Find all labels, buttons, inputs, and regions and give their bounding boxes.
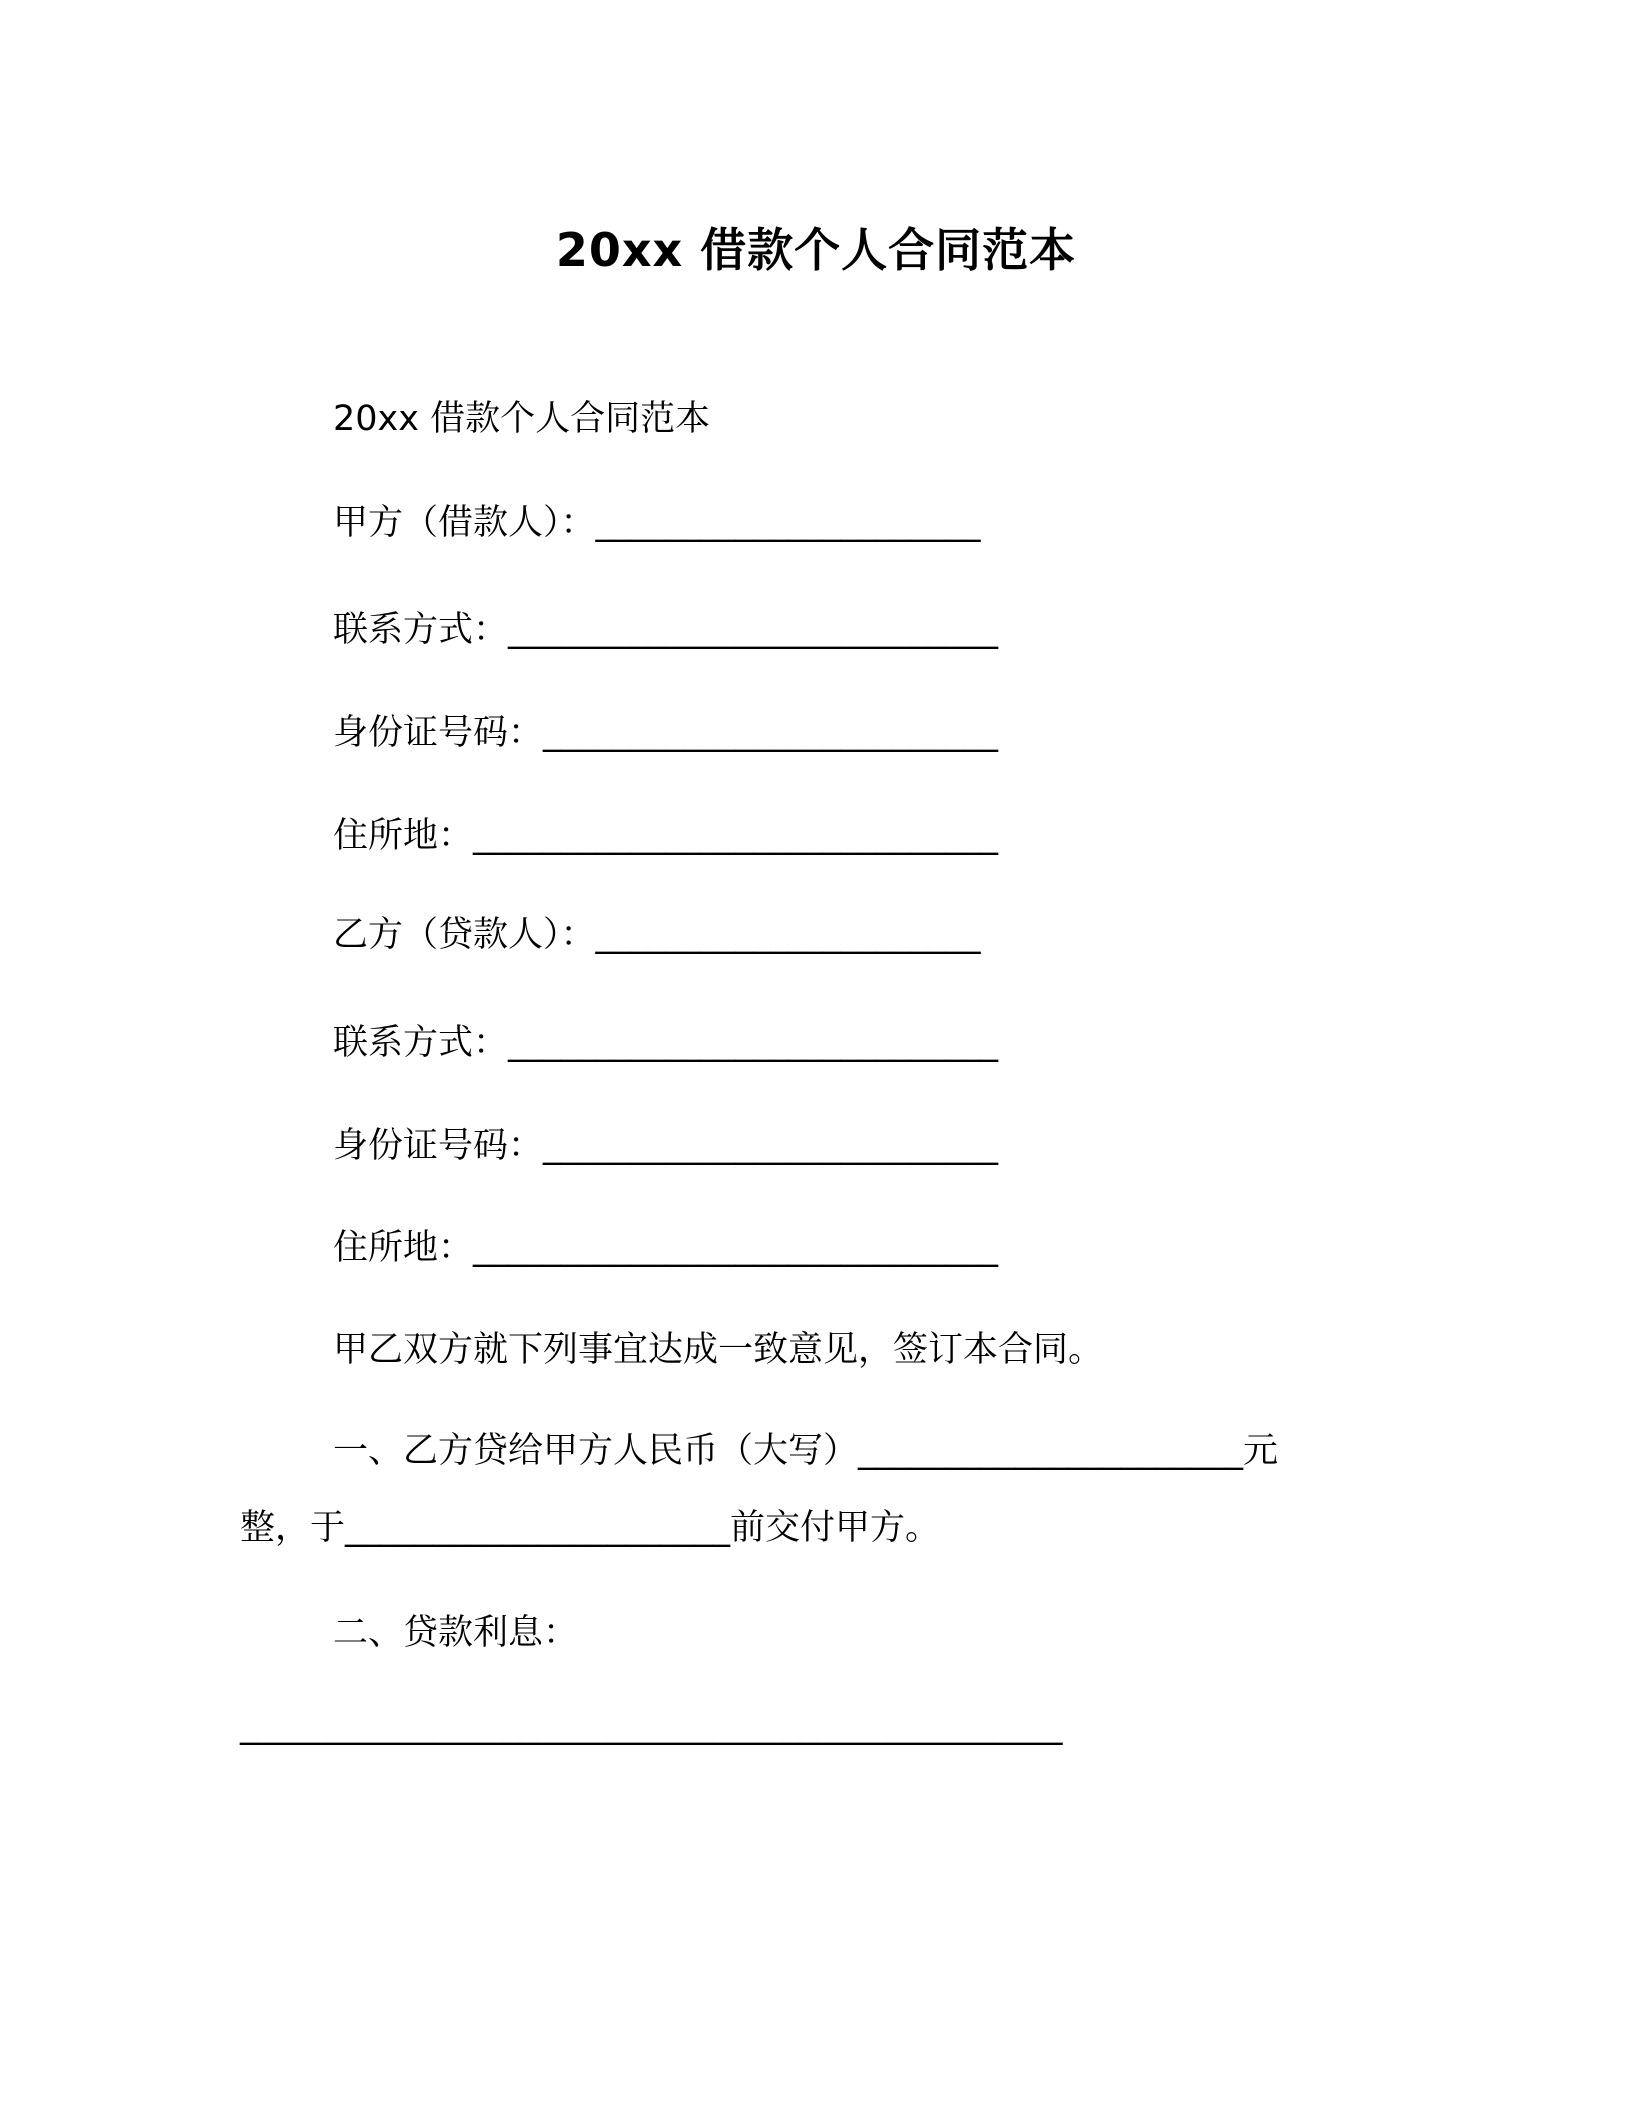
party-b-contact-label: 联系方式： — [333, 1023, 509, 1063]
party-a-address-line — [333, 813, 998, 859]
party-a-address-label: 住所地： — [333, 816, 474, 856]
party-b-blank[interactable]: ______________________ — [595, 915, 981, 955]
clause-1-date-blank[interactable]: ______________________ — [345, 1508, 731, 1548]
party-b-id-label: 身份证号码： — [333, 1126, 544, 1166]
party-b-line — [333, 912, 981, 958]
clause-1-text-d: 前交付甲方。 — [730, 1508, 941, 1548]
party-a-contact-label: 联系方式： — [333, 610, 509, 650]
document-subtitle: 20xx 借款个人合同范本 — [333, 399, 711, 439]
document-title: 20xx 借款个人合同范本 — [555, 223, 1077, 277]
party-a-id-blank[interactable]: __________________________ — [543, 713, 999, 753]
clause-2-label: 二、贷款利息： — [333, 1613, 579, 1653]
party-b-id-line — [333, 1123, 998, 1169]
party-a-id-label: 身份证号码： — [333, 713, 544, 753]
party-b-contact-blank[interactable]: ____________________________ — [508, 1023, 999, 1063]
clause-1-line-2 — [240, 1505, 940, 1551]
clause-1-text-b: 元 — [1243, 1431, 1279, 1471]
party-b-contact-line — [333, 1020, 998, 1066]
party-a-id-line — [333, 710, 998, 756]
party-a-address-blank[interactable]: ______________________________ — [473, 816, 999, 856]
party-b-address-line — [333, 1225, 998, 1271]
clause-1-line-1 — [333, 1428, 1278, 1474]
clause-1-text-c: 整，于 — [240, 1508, 346, 1548]
clause-2-blank[interactable]: _______________________________________________ — [240, 1706, 1063, 1746]
clause-1-text-a: 一、乙方贷给甲方人民币（大写） — [333, 1431, 859, 1471]
party-b-address-label: 住所地： — [333, 1228, 474, 1268]
party-a-contact-blank[interactable]: ____________________________ — [508, 610, 999, 650]
clause-1-amount-blank[interactable]: ______________________ — [858, 1431, 1244, 1471]
party-a-contact-line — [333, 607, 998, 653]
party-b-address-blank[interactable]: ______________________________ — [473, 1228, 999, 1268]
party-a-label: 甲方（借款人）： — [333, 503, 596, 543]
agreement-intro: 甲乙双方就下列事宜达成一致意见，签订本合同。 — [333, 1330, 1104, 1370]
party-a-line — [333, 500, 981, 546]
party-b-id-blank[interactable]: __________________________ — [543, 1126, 999, 1166]
party-b-label: 乙方（贷款人）： — [333, 915, 596, 955]
party-a-blank[interactable]: ______________________ — [595, 503, 981, 543]
